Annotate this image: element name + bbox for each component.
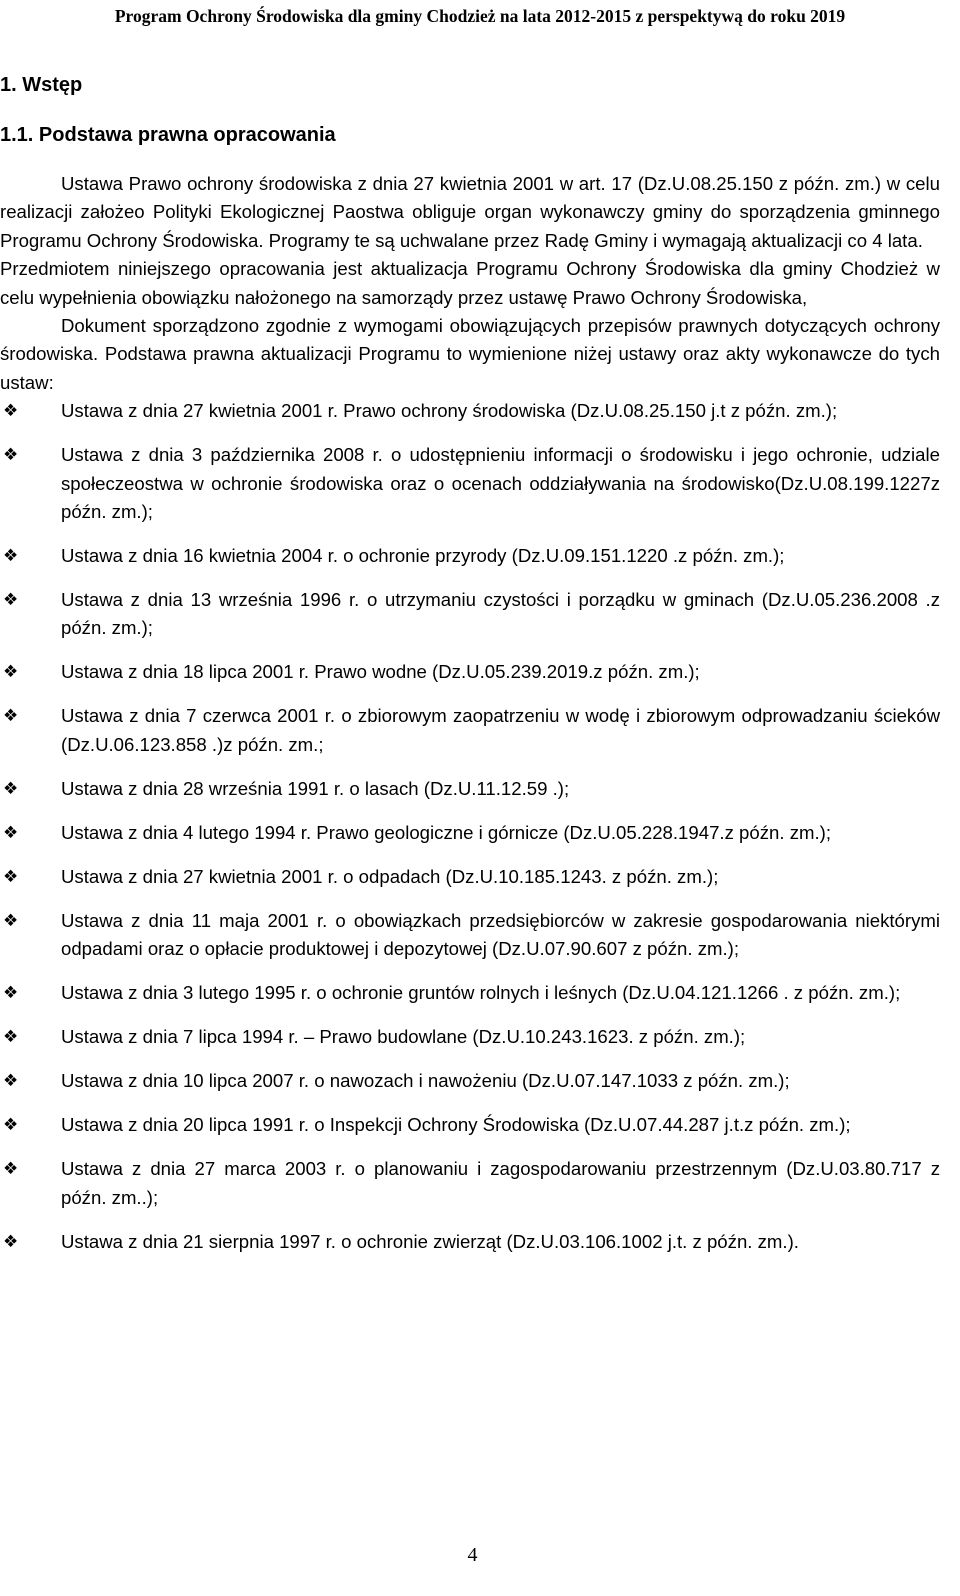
diamond-bullet-icon: ❖: [3, 1231, 19, 1252]
diamond-bullet-icon: ❖: [3, 706, 19, 727]
law-text: Ustawa z dnia 7 lipca 1994 r. – Prawo budowlane (Dz.U.10.243.1623. z późn. zm.);: [61, 1026, 746, 1048]
law-list-item: [0, 397, 940, 425]
law-list-item: [0, 1111, 940, 1139]
law-text: Ustawa z dnia 10 lipca 2007 r. o nawozach i nawożeniu (Dz.U.07.147.1033 z późn. zm.);: [61, 1070, 790, 1092]
law-text: Ustawa z dnia 3 października 2008 r. o udostępnieniu informacji o środowisku i jego ochronie, udziale społeczeostwa w ochronie środowiska oraz o ocenach oddziaływania na środowisko(Dz.U.08.199.1227z późn. zm.);: [61, 444, 940, 523]
document-body: [0, 170, 940, 1256]
law-list-item: [0, 586, 940, 643]
law-text: Ustawa z dnia 7 czerwca 2001 r. o zbiorowym zaopatrzeniu w wodę i zbiorowym odprowadzaniu ścieków (Dz.U.06.123.858 .)z późn. zm.;: [61, 705, 940, 755]
law-list-item: [0, 863, 940, 891]
law-list-item: [0, 1155, 940, 1212]
diamond-bullet-icon: ❖: [3, 401, 19, 422]
law-text: Ustawa z dnia 13 września 1996 r. o utrzymaniu czystości i porządku w gminach (Dz.U.05.236.2008 .z późn. zm.);: [61, 589, 940, 639]
law-list-item: [0, 979, 940, 1007]
diamond-bullet-icon: ❖: [3, 983, 19, 1004]
diamond-bullet-icon: ❖: [3, 910, 19, 931]
diamond-bullet-icon: ❖: [3, 546, 19, 567]
law-list-item: [0, 702, 940, 759]
law-text: Ustawa z dnia 27 marca 2003 r. o planowaniu i zagospodarowaniu przestrzennym (Dz.U.03.80.717 z późn. zm..);: [61, 1158, 940, 1208]
diamond-bullet-icon: ❖: [3, 445, 19, 466]
diamond-bullet-icon: ❖: [3, 590, 19, 611]
law-list-item: [0, 775, 940, 803]
diamond-bullet-icon: ❖: [3, 1115, 19, 1136]
law-text: Ustawa z dnia 11 maja 2001 r. o obowiązkach przedsiębiorców w zakresie gospodarowania niektórymi odpadami oraz o opłacie produktowej i depozytowej (Dz.U.07.90.607 z późn. zm.);: [61, 909, 940, 960]
diamond-bullet-icon: ❖: [3, 866, 19, 887]
law-list-item: [0, 819, 940, 847]
law-text: Ustawa z dnia 27 kwietnia 2001 r. o odpadach (Dz.U.10.185.1243. z późn. zm.);: [61, 865, 719, 887]
intro-paragraph-2: Przedmiotem niniejszego opracowania jest aktualizacja Programu Ochrony Środowiska dla gminy Chodzież w celu wypełnienia obowiązku nałożonego na samorządy przez ustawę Prawo Ochrony Środowiska,: [0, 258, 940, 308]
law-list-item: [0, 542, 940, 570]
law-list-item: [0, 1228, 940, 1256]
law-text: Ustawa z dnia 28 września 1991 r. o lasach (Dz.U.11.12.59 .);: [61, 777, 570, 799]
law-text: Ustawa z dnia 27 kwietnia 2001 r. Prawo ochrony środowiska (Dz.U.08.25.150 j.t z późn. zm.);: [61, 400, 838, 422]
law-list-item: [0, 1023, 940, 1051]
diamond-bullet-icon: ❖: [3, 778, 19, 799]
law-list-item: [0, 441, 940, 526]
law-text: Ustawa z dnia 20 lipca 1991 r. o Inspekcji Ochrony Środowiska (Dz.U.07.44.287 j.t.z późn. zm.);: [61, 1114, 851, 1136]
diamond-bullet-icon: ❖: [3, 1071, 19, 1092]
document-header: Program Ochrony Środowiska dla gminy Chodzież na lata 2012-2015 z perspektywą do roku 2019: [114, 6, 846, 26]
section-heading: 1. Wstęp: [0, 74, 83, 96]
diamond-bullet-icon: ❖: [3, 1159, 19, 1180]
law-list: [0, 397, 940, 1256]
law-text: Ustawa z dnia 4 lutego 1994 r. Prawo geologiczne i górnicze (Dz.U.05.228.1947.z późn. zm.);: [61, 821, 831, 843]
law-list-item: [0, 1067, 940, 1095]
subsection-heading: 1.1. Podstawa prawna opracowania: [0, 124, 336, 146]
law-text: Ustawa z dnia 16 kwietnia 2004 r. o ochronie przyrody (Dz.U.09.151.1220 .z późn. zm.);: [61, 545, 785, 567]
law-list-item: [0, 658, 940, 686]
intro-paragraph-3: Dokument sporządzono zgodnie z wymogami obowiązujących przepisów prawnych dotyczących ochrony środowiska. Podstawa prawna aktualizacji Programu to wymienione niżej ustawy oraz akty wykonawcze do tych ustaw:: [0, 315, 940, 393]
diamond-bullet-icon: ❖: [3, 1027, 19, 1048]
law-text: Ustawa z dnia 18 lipca 2001 r. Prawo wodne (Dz.U.05.239.2019.z późn. zm.);: [61, 661, 700, 683]
law-list-item: [0, 907, 940, 964]
intro-paragraph-1: Ustawa Prawo ochrony środowiska z dnia 27 kwietnia 2001 w art. 17 (Dz.U.08.25.150 z późn. zm.) w celu realizacji założeo Polityki Ekologicznej Paostwa obliguje organ wykonawczy gminy do sporządzenia gminnego Programu Ochrony Środowiska. Programy te są uchwalane przez Radę Gminy i wymagają aktualizacji co 4 lata.: [0, 173, 940, 251]
diamond-bullet-icon: ❖: [3, 822, 19, 843]
law-text: Ustawa z dnia 3 lutego 1995 r. o ochronie gruntów rolnych i leśnych (Dz.U.04.121.1266 . z późn. zm.);: [61, 982, 901, 1004]
law-text: Ustawa z dnia 21 sierpnia 1997 r. o ochronie zwierząt (Dz.U.03.106.1002 j.t. z późn. zm.).: [61, 1230, 799, 1252]
diamond-bullet-icon: ❖: [3, 662, 19, 683]
page-number: 4: [467, 1544, 478, 1566]
